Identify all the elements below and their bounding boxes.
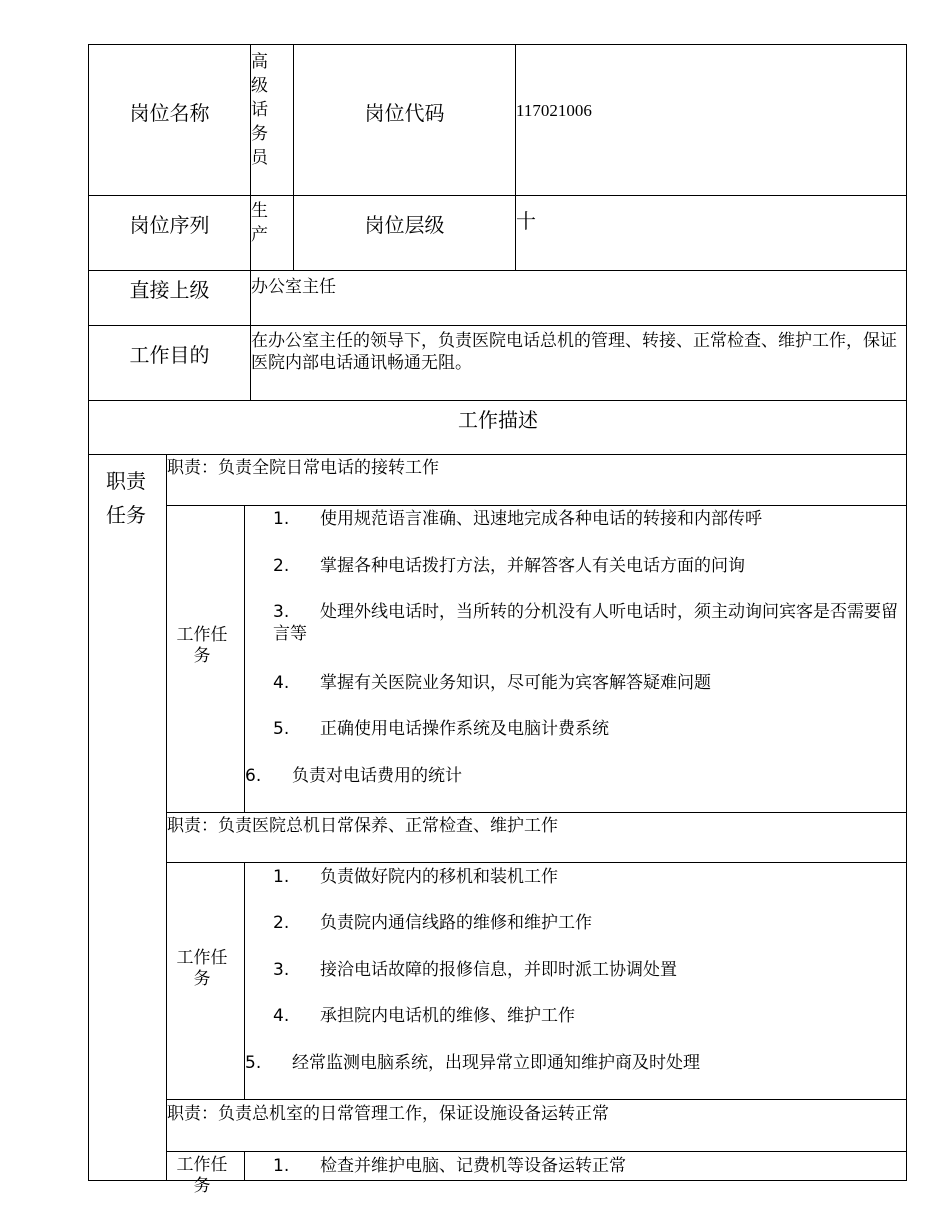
task-text: 掌握有关医院业务知识，尽可能为宾客解答疑难问题 (320, 673, 711, 693)
task-text: 接洽电话故障的报修信息，并即时派工协调处置 (320, 960, 677, 980)
row-divider (88, 270, 907, 271)
list-item (273, 1005, 575, 1027)
task-text: 使用规范语言准确、迅速地完成各种电话的转接和内部传呼 (320, 509, 762, 529)
list-item (273, 866, 558, 888)
post-sequence-label: 岗位序列 (129, 213, 210, 237)
task-number: 6. (245, 766, 262, 786)
list-item (273, 718, 609, 740)
purpose-label: 工作目的 (129, 343, 210, 367)
row-divider (88, 195, 907, 196)
col-divider (244, 1151, 245, 1181)
task-number: 4. (273, 1006, 290, 1026)
post-code-label: 岗位代码 (364, 101, 445, 125)
task-number: 5. (273, 719, 290, 739)
task-number: 2. (273, 913, 290, 933)
task-number: 3. (273, 960, 290, 980)
duty-title: 职责：负责总机室的日常管理工作，保证设施设备运转正常 (167, 1104, 609, 1124)
list-item (273, 1155, 626, 1177)
task-text: 检查并维护电脑、记费机等设备运转正常 (320, 1156, 626, 1176)
list-item (273, 601, 901, 645)
duty-title: 职责：负责医院总机日常保养、正常检查、维护工作 (167, 816, 558, 836)
list-item (273, 959, 677, 981)
list-item (273, 912, 592, 934)
post-level-label: 岗位层级 (364, 213, 445, 237)
post-level-value: 十 (516, 209, 536, 233)
list-item (273, 672, 711, 694)
list-item (245, 765, 462, 787)
task-label: 工作任务 (176, 625, 228, 666)
work-description-title: 工作描述 (458, 408, 538, 432)
row-divider (166, 1099, 907, 1100)
task-text: 负责院内通信线路的维修和维护工作 (320, 913, 592, 933)
task-text: 承担院内电话机的维修、维护工作 (320, 1006, 575, 1026)
task-text: 经常监测电脑系统，出现异常立即通知维护商及时处理 (292, 1053, 700, 1073)
task-label: 工作任务 (176, 948, 228, 989)
task-number: 2. (273, 556, 290, 576)
post-name-value: 高级话务员 (251, 52, 268, 168)
row-divider (88, 454, 907, 455)
duties-label: 职责任务 (106, 469, 146, 527)
task-number: 3. (273, 602, 290, 622)
task-number: 1. (273, 867, 290, 887)
list-item (273, 508, 762, 530)
task-text: 负责做好院内的移机和装机工作 (320, 867, 558, 887)
duty-title: 职责：负责全院日常电话的接转工作 (167, 458, 439, 478)
task-text: 处理外线电话时，当所转的分机没有人听电话时，须主动询问宾客是否需要留言等 (273, 602, 898, 644)
task-text: 正确使用电话操作系统及电脑计费系统 (320, 719, 609, 739)
post-name-label: 岗位名称 (129, 101, 210, 125)
row-divider (88, 400, 907, 401)
task-number: 5. (245, 1053, 262, 1073)
row-divider (166, 505, 907, 506)
post-sequence-value: 生产 (251, 201, 268, 245)
list-item (273, 555, 745, 577)
col-divider (515, 44, 516, 270)
row-divider (166, 862, 907, 863)
purpose-value: 在办公室主任的领导下，负责医院电话总机的管理、转接、正常检查、维护工作，保证医院内部电话通讯畅通无阻。 (251, 331, 897, 373)
row-divider (88, 325, 907, 326)
task-number: 1. (273, 509, 290, 529)
row-divider (166, 1151, 907, 1152)
task-text: 负责对电话费用的统计 (292, 766, 462, 786)
task-number: 4. (273, 673, 290, 693)
row-divider (166, 812, 907, 813)
superior-value: 办公室主任 (251, 277, 336, 297)
task-label: 工作任务 (176, 1155, 228, 1196)
list-item (245, 1052, 700, 1074)
post-code-value: 117021006 (516, 101, 592, 120)
task-text: 掌握各种电话拨打方法，并解答客人有关电话方面的问询 (320, 556, 745, 576)
superior-label: 直接上级 (129, 278, 210, 302)
task-number: 1. (273, 1156, 290, 1176)
